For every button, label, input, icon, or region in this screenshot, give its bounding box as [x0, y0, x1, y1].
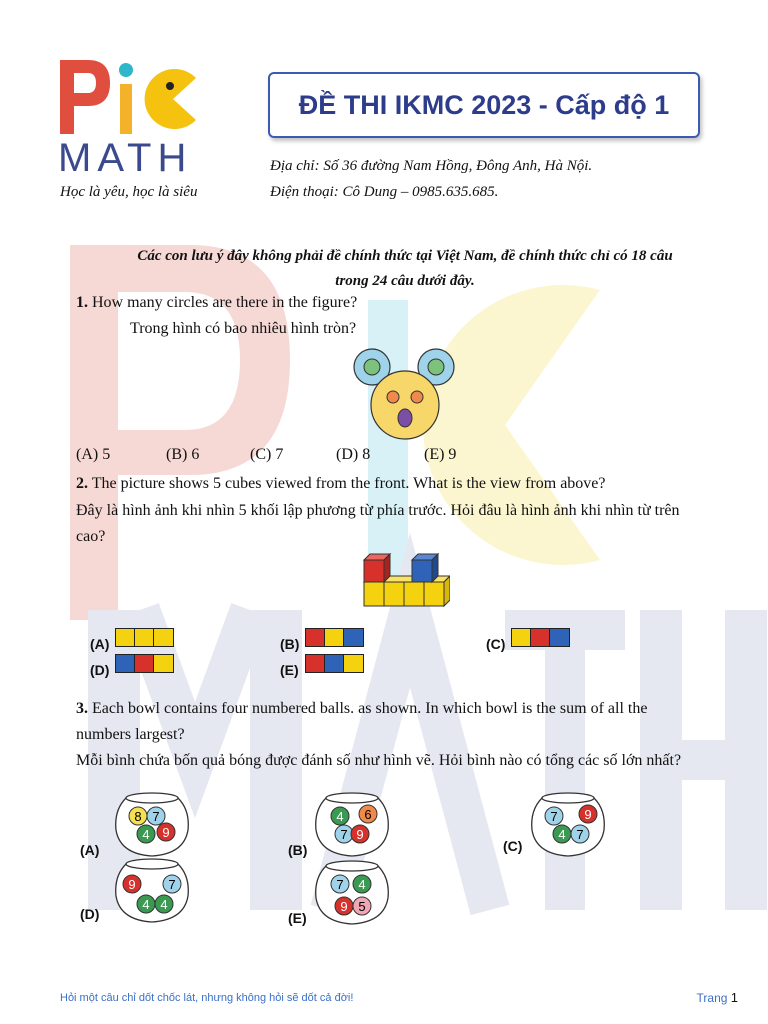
bowl-e-ball-4: 5	[358, 899, 366, 914]
option-e-cell-3	[344, 655, 363, 672]
bowl-d-ball-4: 4	[160, 897, 168, 912]
question-2-text-vi-2: cao?	[76, 528, 106, 545]
question-3-number: 3.	[76, 700, 88, 717]
question-3-text-vi: Mỗi bình chứa bốn quả bóng được đánh số như hình vẽ. Hỏi bình nào có tổng các số lớn nhất?	[76, 752, 682, 769]
option-e-cell-1	[306, 655, 325, 672]
option-a-view[interactable]	[115, 628, 174, 647]
bowl-b-ball-4: 9	[356, 827, 364, 842]
option-d-view[interactable]	[115, 654, 174, 673]
option-e-view[interactable]	[305, 654, 364, 673]
choice-d[interactable]: (D) 8	[336, 446, 371, 463]
slogan: Học là yêu, học là siêu	[60, 184, 198, 200]
option-a-cell-1	[116, 629, 135, 646]
option-b-view[interactable]	[305, 628, 364, 647]
choice-c[interactable]: (C) 7	[250, 446, 284, 463]
option-d-cell-2	[135, 655, 154, 672]
bowl-d-label[interactable]: (D)	[80, 906, 100, 922]
bowl-d-ball-2: 7	[168, 877, 176, 892]
option-b-cell-3	[344, 629, 363, 646]
address: Địa chỉ: Số 36 đường Nam Hồng, Đông Anh, Hà Nội.	[270, 158, 593, 174]
option-c-cell-2	[531, 629, 550, 646]
note-line-1: Các con lưu ý đây không phải đề chính thức tại Việt Nam, đề chính thức chỉ có 18 câu	[137, 248, 673, 264]
option-a-label[interactable]: (A)	[90, 636, 110, 652]
question-1-text-en: How many circles are there in the figure?	[92, 294, 358, 311]
note-line-2: trong 24 câu dưới đây.	[335, 273, 475, 289]
option-d-label[interactable]: (D)	[90, 662, 110, 678]
option-c-cell-1	[512, 629, 531, 646]
bowl-a[interactable]	[112, 790, 192, 862]
bowl-c-ball-2: 9	[584, 807, 592, 822]
option-c-view[interactable]	[511, 628, 570, 647]
bowl-c-ball-1: 7	[550, 809, 558, 824]
pimath-logo-icon	[58, 58, 208, 138]
choice-a[interactable]: (A) 5	[76, 446, 111, 463]
bowl-b-label[interactable]: (B)	[288, 842, 308, 858]
bowl-c-ball-3: 4	[558, 827, 566, 842]
bowl-d[interactable]	[112, 856, 192, 928]
exam-title: ĐỀ THI IKMC 2023 - Cấp độ 1	[268, 72, 700, 138]
option-b-cell-2	[325, 629, 344, 646]
question-2-text-vi-1: Đây là hình ảnh khi nhìn 5 khối lập phương từ phía trước. Hỏi đâu là hình ảnh khi nhìn từ trên	[76, 502, 680, 519]
question-2-text-en: The picture shows 5 cubes viewed from the front. What is the view from above?	[91, 475, 606, 492]
question-1-text-vi: Trong hình có bao nhiêu hình tròn?	[130, 320, 357, 337]
bowl-c-ball-4: 7	[576, 827, 584, 842]
page-indicator	[697, 990, 738, 1005]
bowl-c[interactable]	[528, 790, 608, 862]
bowl-b-ball-3: 7	[340, 827, 348, 842]
bowl-e-ball-1: 7	[336, 877, 344, 892]
option-a-cell-2	[135, 629, 154, 646]
footer-quote: Hỏi một câu chỉ dốt chốc lát, nhưng không hỏi sẽ dốt cả đời!	[60, 992, 354, 1004]
question-3	[76, 696, 647, 721]
question-2-number: 2.	[76, 475, 88, 492]
bowl-c-label[interactable]: (C)	[503, 838, 523, 854]
cubes-front-view-figure	[360, 552, 450, 612]
bowl-e-label[interactable]: (E)	[288, 910, 307, 926]
option-b-cell-1	[306, 629, 325, 646]
bowl-b[interactable]	[312, 790, 392, 862]
bowl-a-ball-4: 9	[162, 825, 170, 840]
circles-face-figure	[350, 345, 460, 445]
bowl-e-ball-3: 9	[340, 899, 348, 914]
phone: Điện thoại: Cô Dung – 0985.635.685.	[270, 184, 499, 200]
choice-e[interactable]: (E) 9	[424, 446, 457, 463]
logo-math-text: MATH	[58, 136, 193, 180]
bowl-a-ball-3: 4	[142, 827, 150, 842]
option-a-cell-3	[154, 629, 173, 646]
choice-b[interactable]: (B) 6	[166, 446, 200, 463]
bowl-d-ball-1: 9	[128, 877, 136, 892]
bowl-b-ball-1: 4	[336, 809, 344, 824]
page-label: Trang	[696, 991, 728, 1005]
option-c-label[interactable]: (C)	[486, 636, 506, 652]
bowl-a-ball-2: 7	[152, 809, 160, 824]
bowl-e[interactable]	[312, 858, 392, 930]
bowl-e-ball-2: 4	[358, 877, 366, 892]
bowl-d-ball-3: 4	[142, 897, 150, 912]
exam-note	[80, 244, 730, 294]
question-3-text-en-2: numbers largest?	[76, 726, 185, 743]
option-d-cell-3	[154, 655, 173, 672]
question-2	[76, 471, 606, 496]
option-e-cell-2	[325, 655, 344, 672]
question-1-number: 1.	[76, 294, 88, 311]
bowl-b-ball-2: 6	[364, 807, 372, 822]
question-1	[76, 290, 357, 315]
page-number: 1	[730, 990, 738, 1005]
bowl-a-ball-1: 8	[134, 809, 142, 824]
option-e-label[interactable]: (E)	[280, 662, 299, 678]
option-b-label[interactable]: (B)	[280, 636, 300, 652]
option-d-cell-1	[116, 655, 135, 672]
question-3-text-en-1: Each bowl contains four numbered balls. as shown. In which bowl is the sum of all the	[92, 700, 648, 717]
option-c-cell-3	[550, 629, 569, 646]
bowl-a-label[interactable]: (A)	[80, 842, 100, 858]
